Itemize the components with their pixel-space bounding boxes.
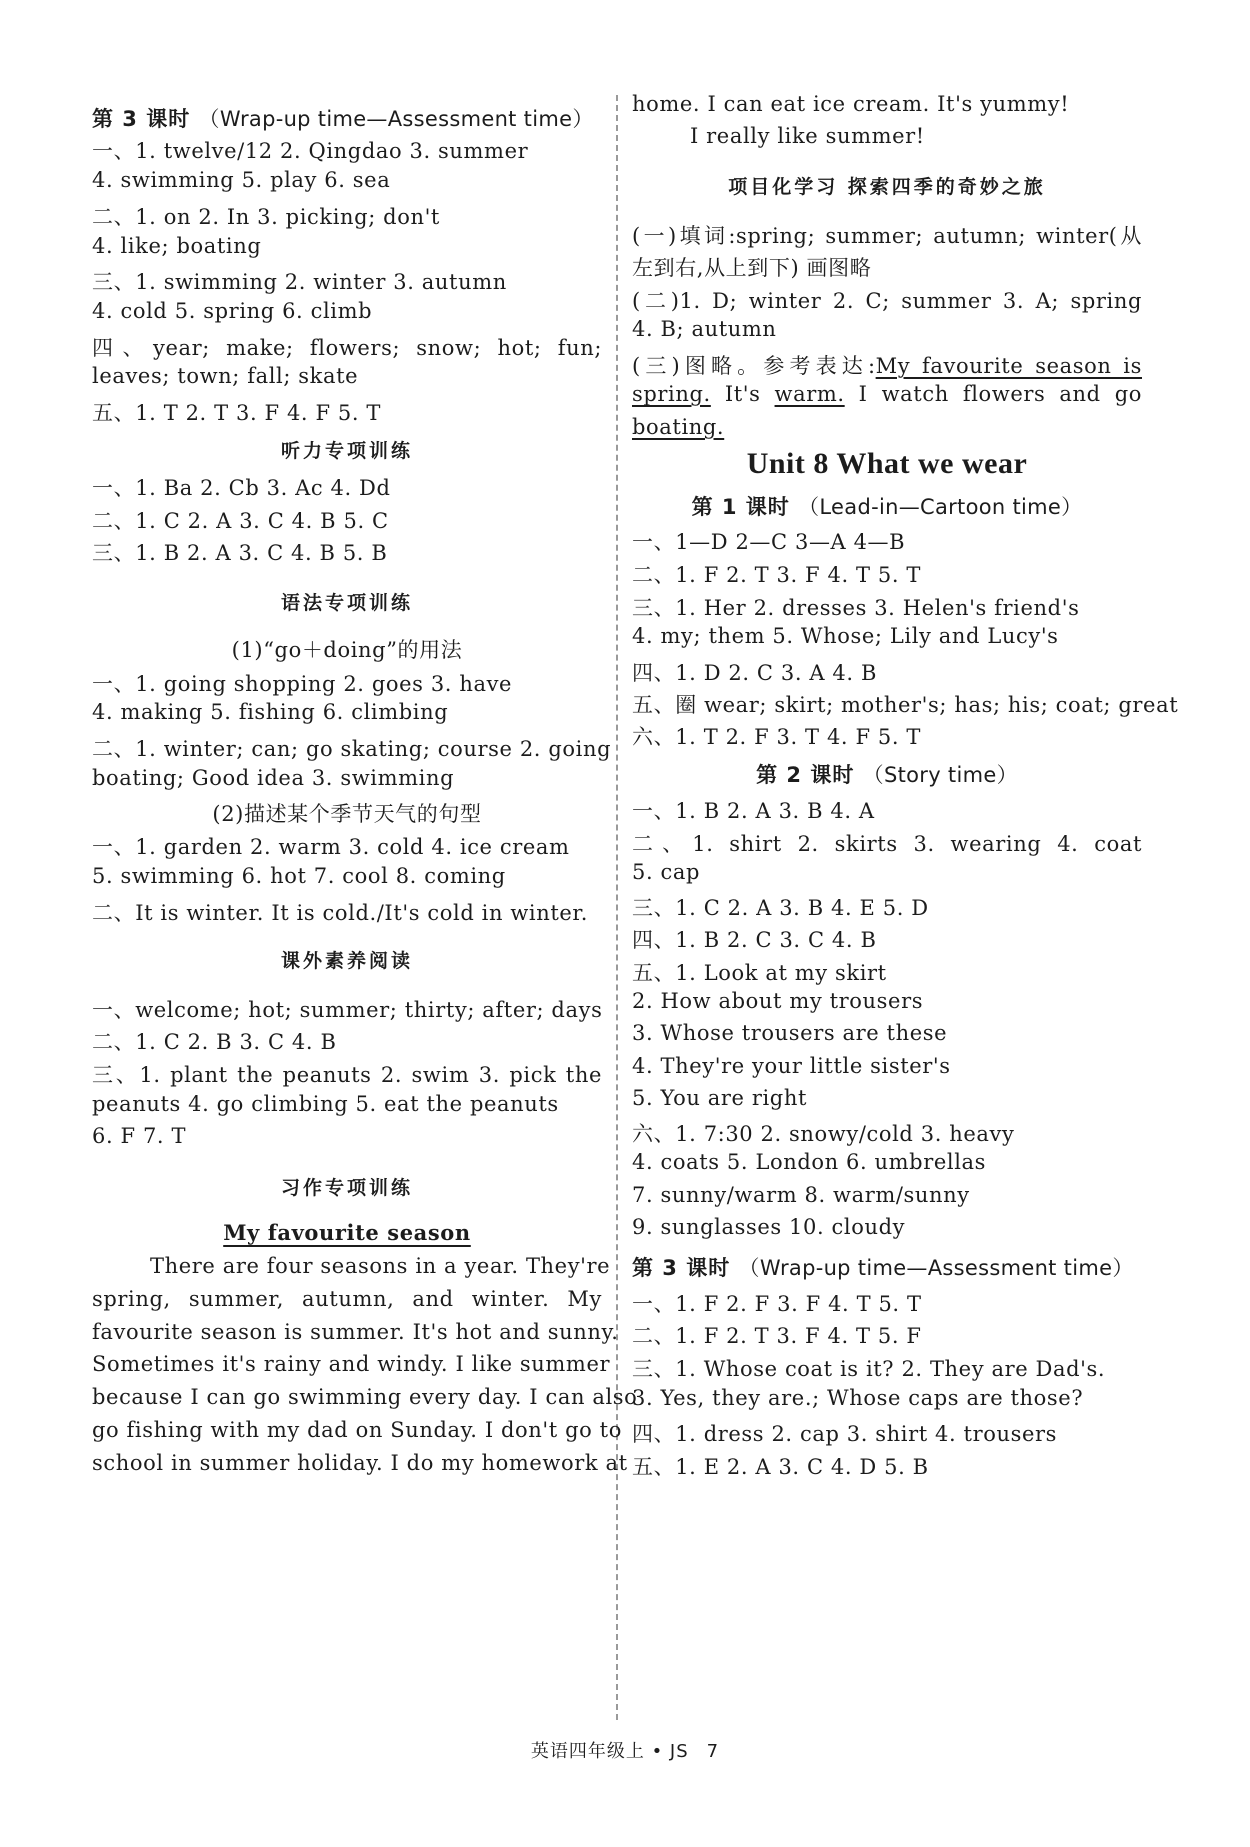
answer-line: 四、1. B 2. C 3. C 4. B bbox=[632, 928, 877, 952]
answer-line: 4. making 5. fishing 6. climbing bbox=[92, 700, 449, 724]
footer-subject: 英语四年级上 • JS bbox=[530, 1741, 689, 1762]
answer-line: 一、1. B 2. A 3. B 4. A bbox=[632, 799, 875, 823]
essay-line: spring, summer, autumn, and winter. My bbox=[92, 1287, 602, 1311]
answer-line: boating; Good idea 3. swimming bbox=[92, 766, 455, 790]
lesson-heading: 第 2 课时 （Story time） bbox=[756, 763, 1018, 787]
answer-line: 4. swimming 5. play 6. sea bbox=[92, 168, 391, 192]
page-footer bbox=[0, 1737, 1250, 1763]
answer-line: 2. How about my trousers bbox=[632, 989, 924, 1013]
answer-line: 二、1. C 2. A 3. C 4. B 5. C bbox=[92, 509, 389, 533]
answer-line: 4. my; them 5. Whose; Lily and Lucy's bbox=[632, 624, 1059, 648]
answer-line: 4. like; boating bbox=[92, 234, 262, 258]
lesson-heading: 第 3 课时 （Wrap-up time—Assessment time） bbox=[632, 1256, 1134, 1280]
answer-line: 7. sunny/warm 8. warm/sunny bbox=[632, 1183, 970, 1207]
section-heading-writing: 习作专项训练 bbox=[280, 1177, 413, 1199]
answer-line: 二、1. F 2. T 3. F 4. T 5. F bbox=[632, 1324, 922, 1348]
answer-line: 二、1. shirt 2. skirts 3. wearing 4. coat bbox=[632, 832, 1142, 856]
essay-line: favourite season is summer. It's hot and sunny. bbox=[92, 1320, 619, 1344]
answer-line: 6. F 7. T bbox=[92, 1124, 187, 1148]
essay-line: There are four seasons in a year. They're bbox=[150, 1254, 611, 1278]
answer-line: 一、1—D 2—C 3—A 4—B bbox=[632, 530, 906, 554]
answer-line: 左到右,从上到下) 画图略 bbox=[632, 256, 872, 280]
answer-line: 二、1. winter; can; go skating; course 2. going bbox=[92, 737, 612, 761]
answer-line: 四、year; make; flowers; snow; hot; fun; bbox=[92, 336, 602, 360]
answer-line: 五、1. Look at my skirt bbox=[632, 961, 887, 985]
answer-line bbox=[632, 350, 1142, 380]
answer-line: (一)填词:spring; summer; autumn; winter(从 bbox=[632, 224, 1142, 248]
underlined-answer: spring. bbox=[632, 382, 711, 406]
essay-title-wrap bbox=[92, 1220, 602, 1245]
answer-line: 一、1. going shopping 2. goes 3. have bbox=[92, 672, 513, 696]
answer-line: 二、It is winter. It is cold./It's cold in winter. bbox=[92, 901, 589, 925]
answer-line: 二、1. F 2. T 3. F 4. T 5. T bbox=[632, 563, 922, 587]
answer-text: It's bbox=[710, 382, 775, 406]
answer-line: 4. coats 5. London 6. umbrellas bbox=[632, 1150, 987, 1174]
answer-line: 5. cap bbox=[632, 860, 701, 884]
underlined-answer: boating. bbox=[632, 415, 725, 439]
lesson-heading: 第 1 课时 （Lead-in—Cartoon time） bbox=[691, 495, 1083, 519]
answer-line: 三、1. Her 2. dresses 3. Helen's friend's bbox=[632, 596, 1080, 620]
answer-line: 四、1. D 2. C 3. A 4. B bbox=[632, 661, 877, 685]
essay-line: school in summer holiday. I do my homework at bbox=[92, 1451, 628, 1475]
answer-line: 六、1. 7:30 2. snowy/cold 3. heavy bbox=[632, 1122, 1015, 1146]
answer-text: watch flowers and go bbox=[881, 382, 1142, 406]
essay-line: because I can go swimming every day. I can also bbox=[92, 1385, 638, 1409]
answer-text: I bbox=[844, 382, 882, 406]
answer-line: leaves; town; fall; skate bbox=[92, 364, 359, 388]
answer-line: 5. swimming 6. hot 7. cool 8. coming bbox=[92, 864, 506, 888]
answer-line: 一、1. F 2. F 3. F 4. T 5. T bbox=[632, 1292, 922, 1316]
answer-line: 一、1. garden 2. warm 3. cold 4. ice cream bbox=[92, 835, 570, 859]
answer-line: 4. B; autumn bbox=[632, 317, 777, 341]
essay-line: go fishing with my dad on Sunday. I don't go to bbox=[92, 1418, 622, 1442]
answer-line: 三、1. Whose coat is it? 2. They are Dad's. bbox=[632, 1357, 1106, 1381]
answer-line: 三、1. swimming 2. winter 3. autumn bbox=[92, 270, 507, 294]
answer-line: 5. You are right bbox=[632, 1086, 808, 1110]
answer-line: 五、圈 wear; skirt; mother's; has; his; coat; great bbox=[632, 693, 1179, 717]
section-heading-reading: 课外素养阅读 bbox=[280, 950, 413, 972]
answer-line bbox=[632, 415, 724, 439]
answer-line: 二、1. C 2. B 3. C 4. B bbox=[92, 1030, 337, 1054]
answer-line: 一、welcome; hot; summer; thirty; after; days bbox=[92, 998, 603, 1022]
section-heading-grammar: 语法专项训练 bbox=[280, 592, 413, 614]
answer-line: 五、1. E 2. A 3. C 4. D 5. B bbox=[632, 1455, 929, 1479]
column-divider bbox=[616, 95, 618, 1720]
answer-line: 一、1. Ba 2. Cb 3. Ac 4. Dd bbox=[92, 476, 391, 500]
answer-line: 3. Whose trousers are these bbox=[632, 1021, 948, 1045]
sub-heading: (1)“go＋doing”的用法 bbox=[231, 638, 463, 662]
answer-line: 3. Yes, they are.; Whose caps are those? bbox=[632, 1386, 1084, 1410]
answer-line: peanuts 4. go climbing 5. eat the peanuts bbox=[92, 1092, 559, 1116]
answer-line bbox=[632, 382, 1142, 406]
page-number: 7 bbox=[706, 1741, 720, 1762]
section-heading-project: 项目化学习 探索四季的奇妙之旅 bbox=[728, 176, 1046, 198]
essay-line: home. I can eat ice cream. It's yummy! bbox=[632, 92, 1070, 116]
answer-line: 三、1. C 2. A 3. B 4. E 5. D bbox=[632, 896, 929, 920]
answer-line: 4. They're your little sister's bbox=[632, 1054, 951, 1078]
sub-heading: (2)描述某个季节天气的句型 bbox=[212, 802, 482, 826]
section-heading-listening: 听力专项训练 bbox=[280, 440, 413, 462]
essay-line: I really like summer! bbox=[690, 124, 925, 148]
unit-title: Unit 8 What we wear bbox=[746, 447, 1028, 480]
answer-line: 4. cold 5. spring 6. climb bbox=[92, 299, 373, 323]
underlined-answer: My favourite season is bbox=[875, 354, 1142, 378]
answer-line: (二)1. D; winter 2. C; summer 3. A; spring bbox=[632, 289, 1142, 313]
answer-prefix: (三)图略。参考表达: bbox=[632, 354, 876, 378]
essay-line: Sometimes it's rainy and windy. I like summer bbox=[92, 1352, 611, 1376]
answer-line: 9. sunglasses 10. cloudy bbox=[632, 1215, 906, 1239]
answer-line: 五、1. T 2. T 3. F 4. F 5. T bbox=[92, 401, 382, 425]
answer-line: 二、1. on 2. In 3. picking; don't bbox=[92, 205, 440, 229]
answer-line: 四、1. dress 2. cap 3. shirt 4. trousers bbox=[632, 1422, 1058, 1446]
lesson-heading: 第 3 课时 （Wrap-up time—Assessment time） bbox=[92, 107, 594, 131]
answer-line: 六、1. T 2. F 3. T 4. F 5. T bbox=[632, 725, 922, 749]
answer-line: 三、1. B 2. A 3. C 4. B 5. B bbox=[92, 541, 388, 565]
essay-title: My favourite season bbox=[223, 1220, 471, 1245]
answer-line: 三、1. plant the peanuts 2. swim 3. pick the bbox=[92, 1063, 602, 1087]
answer-line: 一、1. twelve/12 2. Qingdao 3. summer bbox=[92, 139, 529, 163]
underlined-answer: warm. bbox=[774, 382, 845, 406]
